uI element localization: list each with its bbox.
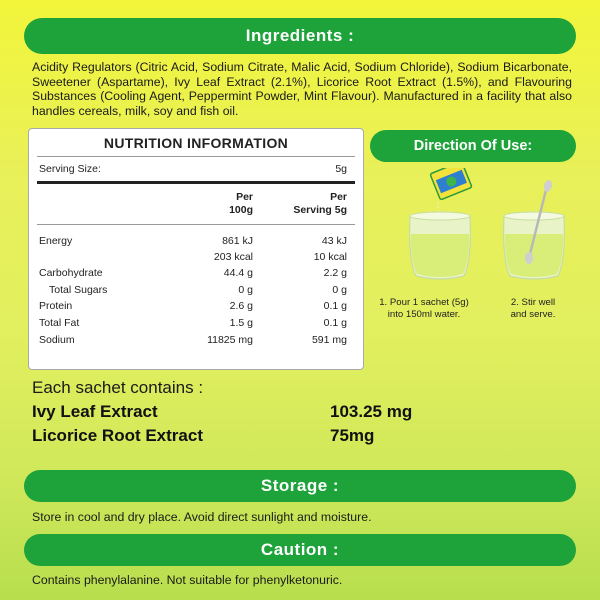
column-per-serving <box>293 191 347 217</box>
value-per-serving: 0.1 g <box>323 317 347 329</box>
value-per-serving: 0 g <box>332 284 347 296</box>
nutrition-row <box>39 284 353 298</box>
caution-banner <box>24 534 576 566</box>
value-per-100g: 2.6 g <box>229 300 253 312</box>
step-2-line2: and serve. <box>510 309 556 320</box>
ingredients-title: Ingredients : <box>245 26 355 45</box>
step-2-line1: 2. Stir well <box>510 297 556 308</box>
value-per-serving: 2.2 g <box>323 267 347 279</box>
glass-icon <box>504 212 565 279</box>
step-1-line2: into 150ml water. <box>387 309 461 320</box>
step-2-instruction <box>496 297 570 321</box>
value-per-100g: 1.5 g <box>229 317 253 329</box>
ingredients-banner <box>24 18 576 54</box>
sachet-item-name: Licorice Root Extract <box>32 426 203 445</box>
value-per-100g: 0 g <box>238 284 253 296</box>
ingredients-text: Acidity Regulators (Citric Acid, Sodium Citrate, Malic Acid, Sodium Chloride), Sodium Bicarbonate, Sweetener (Aspartame), Ivy Leaf Extract (2.1%), Licorice Root Extract (1.5%), and Flavouring Substances (Cooling Agent, Peppermint Powder, Mint Flavour). Manufactured in a facility that also handles cereals, milk, soy and fish oil. <box>32 60 572 118</box>
storage-title: Storage : <box>260 476 340 495</box>
nutrition-row <box>39 251 353 265</box>
nutrient-label: Protein <box>39 300 73 312</box>
value-per-100g: 203 kcal <box>213 251 253 263</box>
value-per-serving: 10 kcal <box>313 251 347 263</box>
nutrition-table <box>28 128 364 370</box>
column-per-100g-line1: Per <box>236 191 253 203</box>
value-per-100g: 861 kJ <box>222 235 253 247</box>
nutrition-row <box>39 317 353 331</box>
value-per-serving: 43 kJ <box>321 235 347 247</box>
nutrition-column-headers <box>39 191 353 219</box>
sachet-item-amount: 103.25 mg <box>330 402 413 421</box>
nutrient-label: Sodium <box>39 334 75 346</box>
nutrient-label: Total Sugars <box>49 284 108 296</box>
serving-size-label: Serving Size: <box>39 163 101 175</box>
serving-size-value: 5g <box>335 163 347 175</box>
column-per-100g <box>229 191 253 217</box>
nutrient-label: Energy <box>39 235 73 247</box>
step-1-line1: 1. Pour 1 sachet (5g) <box>379 297 469 308</box>
nutrition-row <box>39 267 353 281</box>
nutrient-label: Carbohydrate <box>39 267 103 279</box>
storage-text: Store in cool and dry place. Avoid direct sunlight and moisture. <box>32 510 372 524</box>
column-per-100g-line2: 100g <box>229 204 253 216</box>
value-per-serving: 591 mg <box>311 334 347 346</box>
sachet-contents-heading: Each sachet contains : <box>32 378 204 397</box>
value-per-serving: 0.1 g <box>323 300 347 312</box>
glass-icon <box>410 212 471 279</box>
column-per-serving-line1: Per <box>330 191 347 203</box>
column-per-serving-line2: Serving 5g <box>293 204 347 216</box>
direction-title: Direction Of Use: <box>413 138 533 154</box>
value-per-100g: 11825 mg <box>207 334 253 346</box>
nutrition-title: NUTRITION INFORMATION <box>103 135 289 151</box>
sachet-item-name: Ivy Leaf Extract <box>32 402 158 421</box>
step-1-instruction <box>372 297 476 321</box>
caution-title: Caution : <box>260 540 340 559</box>
sachet-item-amount: 75mg <box>330 426 375 445</box>
direction-of-use-banner <box>370 130 576 162</box>
nutrient-label: Total Fat <box>39 317 80 329</box>
nutrition-row <box>39 334 353 348</box>
serving-size-row <box>39 163 353 177</box>
storage-banner <box>24 470 576 502</box>
sachet-icon <box>430 168 472 200</box>
direction-illustration <box>370 168 576 290</box>
nutrition-row <box>39 235 353 249</box>
caution-text: Contains phenylalanine. Not suitable for phenylketonuric. <box>32 573 343 587</box>
nutrition-row <box>39 300 353 314</box>
value-per-100g: 44.4 g <box>223 267 253 279</box>
